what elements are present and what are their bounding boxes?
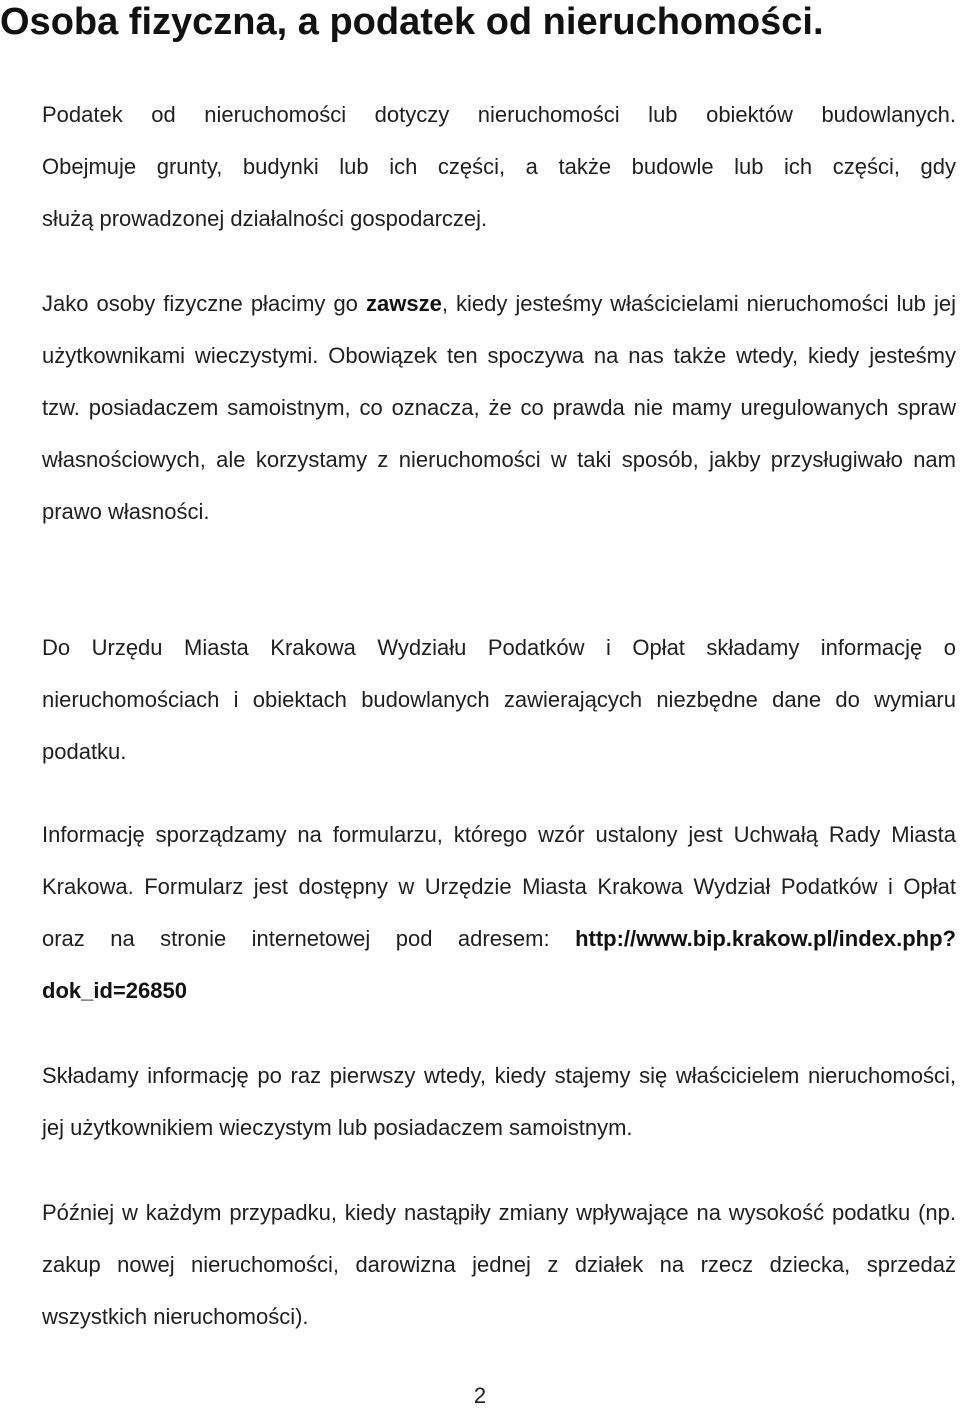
page-title: Osoba fizyczna, a podatek od nieruchomości. xyxy=(0,1,824,43)
paragraph-obligation-text-start: Jako osoby fizyczne płacimy go xyxy=(42,291,366,316)
paragraph-scope-line-2: Obejmuje grunty, budynki lub ich części, a także budowle lub ich części, gdy xyxy=(42,154,956,179)
paragraph-first-filing: Składamy informację po raz pierwszy wtedy, kiedy stajemy się właścicielem nieruchomości, jej użytkownikiem wieczystym lub posiadaczem samoistnym. xyxy=(42,1063,956,1140)
page-number: 2 xyxy=(473,1383,487,1408)
paragraph-scope-line-3: służą prowadzonej działalności gospodarczej. xyxy=(42,206,488,231)
paragraph-scope-line-1: Podatek od nieruchomości dotyczy nieruchomości lub obiektów budowlanych. xyxy=(42,102,956,127)
paragraph-form xyxy=(42,809,956,1017)
paragraph-scope xyxy=(42,89,956,245)
paragraph-obligation-text-end: , kiedy jesteśmy właścicielami nieruchomości lub jej użytkownikami wieczystymi. Obowiązek ten spoczywa na nas także wtedy, kiedy jesteśmy tzw. posiadaczem samoistnym, co oznacza, że co prawda nie mamy uregulowanych spraw własnościowych, ale korzystamy z nieruchomości w taki sposób, jakby przysługiwało nam prawo własności. xyxy=(42,291,956,524)
paragraph-obligation xyxy=(42,278,956,538)
paragraph-submission: Do Urzędu Miasta Krakowa Wydziału Podatków i Opłat składamy informację o nieruchomościach i obiektach budowlanych zawierających niezbędne dane do wymiaru podatku. xyxy=(42,635,956,764)
paragraph-form-text: Informację sporządzamy na formularzu, którego wzór ustalony jest Uchwałą Rady Miasta Krakowa. Formularz jest dostępny w Urzędzie Miasta Krakowa Wydział Podatków i Opłat oraz na stronie internetowej pod adresem: xyxy=(42,822,956,951)
paragraph-changes: Później w każdym przypadku, kiedy nastąpiły zmiany wpływające na wysokość podatku (np. zakup nowej nieruchomości, darowizna jednej z działek na rzecz dziecka, sprzedaż wszystkich nieruchomości). xyxy=(42,1200,956,1329)
emphasis-always: zawsze xyxy=(365,291,442,316)
form-url-link[interactable]: http://www.bip.krakow.pl/index.php?dok_id=26850 xyxy=(42,926,956,1003)
